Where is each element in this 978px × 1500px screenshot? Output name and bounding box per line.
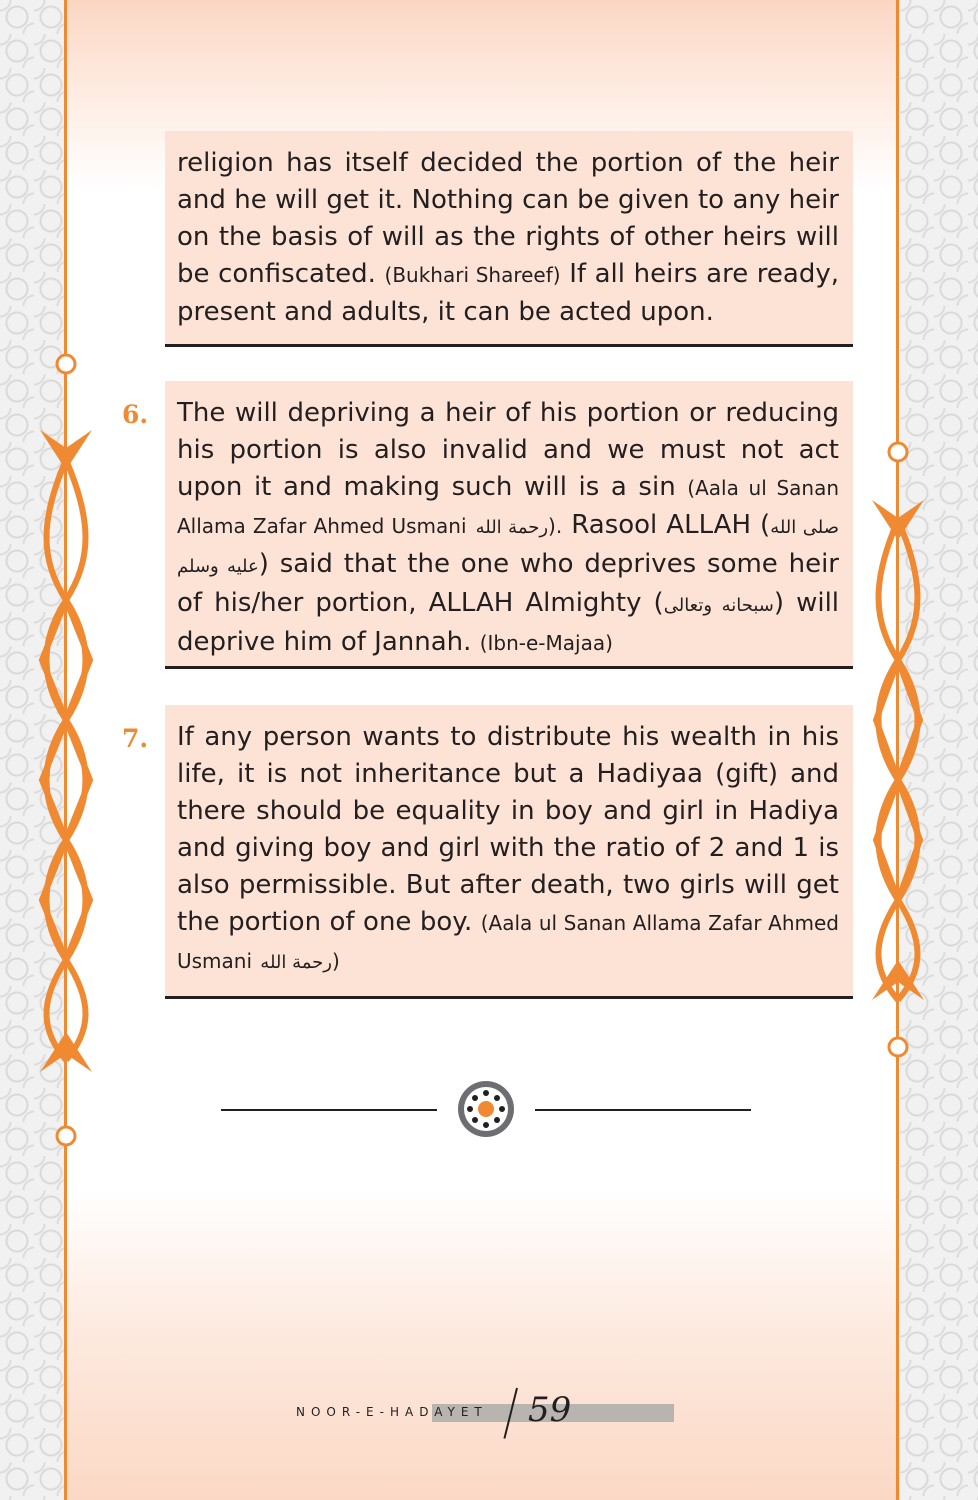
right-top-arrow bbox=[872, 500, 924, 540]
page-number: 59 bbox=[528, 1390, 572, 1430]
paragraph-continued bbox=[177, 145, 839, 331]
item-number-6: 6. bbox=[122, 400, 149, 429]
item-number-7: 7. bbox=[122, 724, 149, 753]
item-7-text: If any person wants to distribute his wealth in his life, it is not inheritance but a Hadiyaa (gift) and there should be equality in boy and girl in Hadiya and giving boy and girl with the ratio of 2 and 1 is also permissible. But after death, two girls will get the portion of one boy. (Aala ul Sanan Allama Zafar Ahmed Usmani رحمة الله) bbox=[177, 722, 839, 973]
reference-aala-ul-sanan: (Aala ul Sanan Allama Zafar Ahmed Usmani bbox=[177, 911, 839, 973]
arabic-swt: سبحانه وتعالى bbox=[663, 595, 774, 616]
paragraph-text: religion has itself decided the portion of the heir and he will get it. Nothing can be given to any heir on the basis of will as the rights of other heirs will be confiscated. bbox=[177, 148, 839, 289]
reference-bukhari: (Bukhari Shareef) bbox=[384, 263, 561, 287]
item-7-box bbox=[165, 705, 853, 999]
divider-line-right bbox=[535, 1109, 751, 1111]
item-6-text: The will depriving a heir of his portion or reducing his portion is also invalid and we must not act upon it and making such will is a sin (Aala ul Sanan Allama Zafar Ahmed Usmani رحمة الله). Rasool ALLAH (صلى الله عليه وسلم) said that the one who deprives some heir of his/her portion, ALLAH Almighty (سبحانه وتعالى) will deprive him of Jannah. (Ibn-e-Majaa) bbox=[177, 398, 840, 657]
footer-book-title: NOOR-E-HADAYET bbox=[296, 1405, 488, 1419]
paragraph-text-continued: If all heirs are ready, present and adults, it can be acted upon. bbox=[177, 259, 839, 327]
arabic-honorific: رحمة الله bbox=[260, 952, 332, 973]
reference-ibn-e-majaa: (Ibn-e-Majaa) bbox=[479, 631, 613, 655]
arabic-pbuh: صلى الله عليه وسلم bbox=[177, 517, 840, 577]
reference-aala-ul-sanan: (Aala ul Sanan Allama Zafar Ahmed Usmani bbox=[177, 476, 840, 538]
left-bottom-arrow bbox=[40, 1032, 92, 1072]
arabic-honorific: رحمة الله bbox=[475, 517, 549, 538]
divider-line-left bbox=[221, 1109, 437, 1111]
paragraph-continued-box bbox=[165, 131, 853, 347]
item-6-box bbox=[165, 381, 853, 669]
left-top-arrow bbox=[40, 430, 92, 470]
flower-divider-icon bbox=[458, 1081, 514, 1137]
